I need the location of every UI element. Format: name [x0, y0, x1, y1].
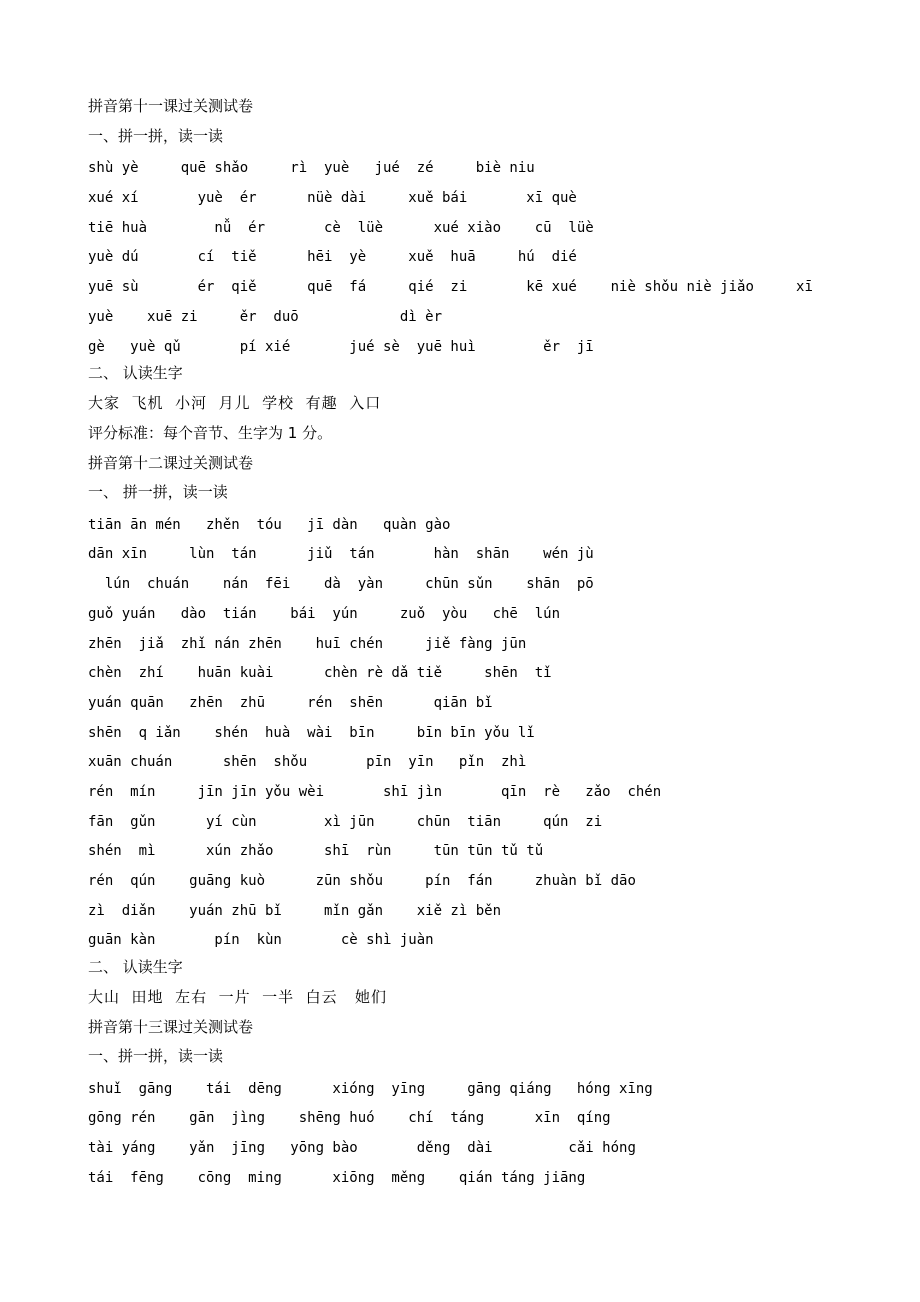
lesson11-pinyin-line: gè yuè qǔ pí xié jué sè yuē huì ěr jī [88, 339, 594, 355]
lesson11-pinyin-line: yuē sù ér qiě quē fá qié zi kē xué niè shǒu niè jiǎo xī [88, 279, 813, 295]
lesson11-title: 拼音第十一课过关测试卷 [88, 97, 254, 115]
lesson12-pinyin-line: chèn zhí huān kuài chèn rè dǎ tiě shēn tǐ [88, 665, 552, 681]
lesson11-pinyin-line: xué xí yuè ér nüè dài xuě bái xī què [88, 190, 577, 206]
lesson12-characters: 大山 田地 左右 一片 一半 白云 她们 [88, 988, 387, 1006]
lesson12-pinyin-line: rén mín jīn jīn yǒu wèi shī jìn qīn rè zǎo chén [88, 784, 662, 800]
lesson11-pinyin-line: yuè xuē zi ěr duō dì èr [88, 309, 443, 325]
lesson12-pinyin-line: fān gǔn yí cùn xì jūn chūn tiān qún zi [88, 814, 603, 830]
lesson12-pinyin-line: zhēn jiǎ zhǐ nán zhēn huī chén jiě fàng jūn [88, 636, 527, 652]
lesson11-scoring-note: 评分标准：每个音节、生字为 1 分。 [88, 424, 333, 442]
lesson12-section2-heading: 二、 认读生字 [88, 958, 183, 976]
lesson13-pinyin-line: gōng rén gān jìng shēng huó chí táng xīn qíng [88, 1110, 611, 1126]
lesson12-pinyin-line: shēn q iǎn shén huà wài bīn bīn bīn yǒu lǐ [88, 725, 535, 741]
lesson11-section2-heading: 二、 认读生字 [88, 364, 183, 382]
lesson12-pinyin-line: zì diǎn yuán zhū bǐ mǐn gǎn xiě zì běn [88, 903, 502, 919]
lesson12-pinyin-line: shén mì xún zhǎo shī rùn tūn tūn tǔ tǔ [88, 843, 544, 859]
lesson11-pinyin-line: tiē huà nǚ ér cè lüè xué xiào cū lüè [88, 220, 594, 236]
lesson13-pinyin-line: shuǐ gāng tái dēng xióng yīng gāng qiáng hóng xīng [88, 1081, 653, 1097]
lesson13-title: 拼音第十三课过关测试卷 [88, 1018, 254, 1036]
lesson12-pinyin-line: yuán quān zhēn zhū rén shēn qiān bǐ [88, 695, 493, 711]
lesson12-section1-heading: 一、 拼一拼，读一读 [88, 483, 228, 501]
lesson12-pinyin-line: tiān ān mén zhěn tóu jī dàn quàn gào [88, 517, 451, 533]
lesson12-pinyin-line: xuān chuán shēn shǒu pīn yīn pǐn zhì [88, 754, 527, 770]
lesson12-pinyin-line: guān kàn pín kùn cè shì juàn [88, 932, 434, 948]
lesson12-pinyin-line: lún chuán nán fēi dà yàn chūn sǔn shān pō [88, 576, 594, 592]
lesson11-pinyin-line: yuè dú cí tiě hēi yè xuě huā hú dié [88, 249, 577, 265]
lesson12-pinyin-line: rén qún guāng kuò zūn shǒu pín fán zhuàn bǐ dāo [88, 873, 636, 889]
lesson11-characters: 大家 飞机 小河 月儿 学校 有趣 入口 [88, 394, 382, 412]
lesson11-pinyin-line: shù yè quē shǎo rì yuè jué zé biè niu [88, 160, 535, 176]
lesson12-pinyin-line: guǒ yuán dào tián bái yún zuǒ yòu chē lún [88, 606, 561, 622]
lesson12-title: 拼音第十二课过关测试卷 [88, 454, 254, 472]
lesson12-pinyin-line: dān xīn lùn tán jiǔ tán hàn shān wén jù [88, 546, 594, 562]
lesson13-pinyin-line: tái fēng cōng ming xiōng měng qián táng jiāng [88, 1170, 586, 1186]
lesson13-pinyin-line: tài yáng yǎn jīng yōng bào děng dài cǎi hóng [88, 1140, 636, 1156]
lesson11-section1-heading: 一、拼一拼，读一读 [88, 127, 224, 145]
lesson13-section1-heading: 一、拼一拼，读一读 [88, 1047, 224, 1065]
